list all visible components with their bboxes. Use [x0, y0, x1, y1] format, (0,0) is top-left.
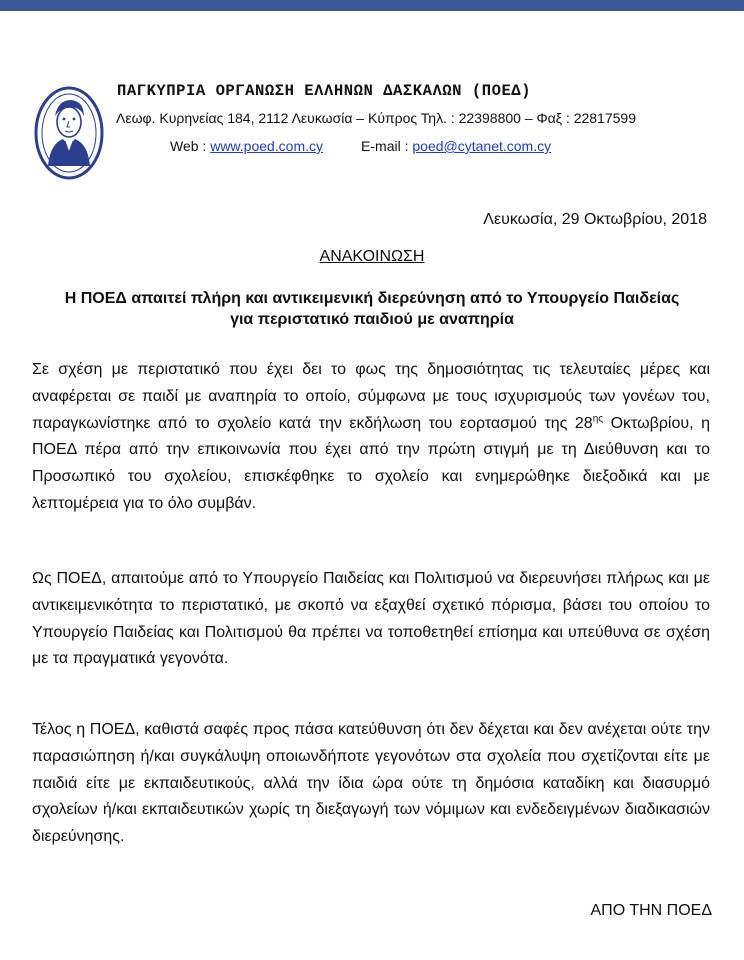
paragraph-1-text-end: Οκτωβρίου, η ΠΟΕΔ πέρα από την επικοινωνία που έχει από την πρώτη στιγμή με τη Διεύθυνση και το Προσωπικό του σχολείου, επισκέφθηκε το σχολείο και ενημερώθηκε διεξοδικά και με λεπτομέρεια για το όλο συμβάν. — [32, 414, 710, 512]
top-bar — [0, 0, 744, 11]
body-paragraph-2: Ως ΠΟΕΔ, απαιτούμε από το Υπουργείο Παιδείας και Πολιτισμού να διερευνήσει πλήρως και με αντικειμενικότητα το περιστατικό, με σκοπό να εξαχθεί σχετικό πόρισμα, βάσει του οποίου το Υπουργείο Παιδείας και Πολιτισμού θα πρέπει να τοποθετηθεί επίσημα και υπεύθυνα σε σχέση με τα πραγματικά γεγονότα. — [32, 570, 710, 668]
ordinal-suffix: ης — [592, 413, 604, 425]
announcement-title — [30, 288, 714, 330]
body-paragraph-1 — [32, 357, 710, 518]
announcement-heading: ΑΝΑΚΟΙΝΩΣΗ — [319, 248, 425, 265]
announcement-title-line-1: Η ΠΟΕΔ απαιτεί πλήρη και αντικειμενική διερεύνηση από το Υπουργείο Παιδείας — [64, 290, 680, 307]
paragraph-1-text-start: Σε σχέση με περιστατικό που έχει δει το φως της δημοσιότητας τις τελευταίες μέρες και αναφέρεται σε παιδί με αναπηρία το οποίο, σύμφωνα με τους ισχυρισμούς των γονέων του, παραγκωνίστηκε από το σχολείο κατά την εκδήλωση του εορτασμού της 28 — [32, 361, 710, 432]
email-link[interactable]: poed@cytanet.com.cy — [412, 138, 552, 154]
organization-name: ΠΑΓΚΥΠΡΙΑ ΟΡΓΑΝΩΣΗ ΕΛΛΗΝΩΝ ΔΑΣΚΑΛΩΝ (ΠΟΕΔ) — [117, 82, 532, 100]
organization-contacts — [170, 138, 551, 154]
web-label: Web : — [170, 138, 211, 154]
document-date: Λευκωσία, 29 Οκτωβρίου, 2018 — [483, 211, 707, 228]
poed-logo-emblem — [34, 86, 104, 180]
signature: ΑΠΟ ΤΗΝ ΠΟΕΔ — [590, 902, 712, 919]
email-label: E-mail : — [361, 138, 413, 154]
body-paragraph-3: Τέλος η ΠΟΕΔ, καθιστά σαφές προς πάσα κατεύθυνση ότι δεν δέχεται και δεν ανέχεται ούτε την παρασιώπηση ή/και συγκάλυψη οποιωνδήποτε γεγονότων στα σχολεία που σχετίζονται είτε με παιδιά είτε με εκπαιδευτικούς, αλλά την ίδια ώρα ούτε τη δημόσια καταδίκη και διασυρμό σχολείων ή/και εκπαιδευτικών χωρίς τη διεξαγωγή των νόμιμων και ενδεδειγμένων διαδικασιών διερεύνησης. — [32, 721, 710, 846]
organization-address: Λεωφ. Κυρηνείας 184, 2112 Λευκωσία – Κύπρος Τηλ. : 22398800 – Φαξ : 22817599 — [116, 110, 636, 126]
announcement-title-line-2: για περιστατικό παιδιού με αναπηρία — [230, 311, 514, 328]
website-link[interactable]: www.poed.com.cy — [210, 138, 324, 154]
